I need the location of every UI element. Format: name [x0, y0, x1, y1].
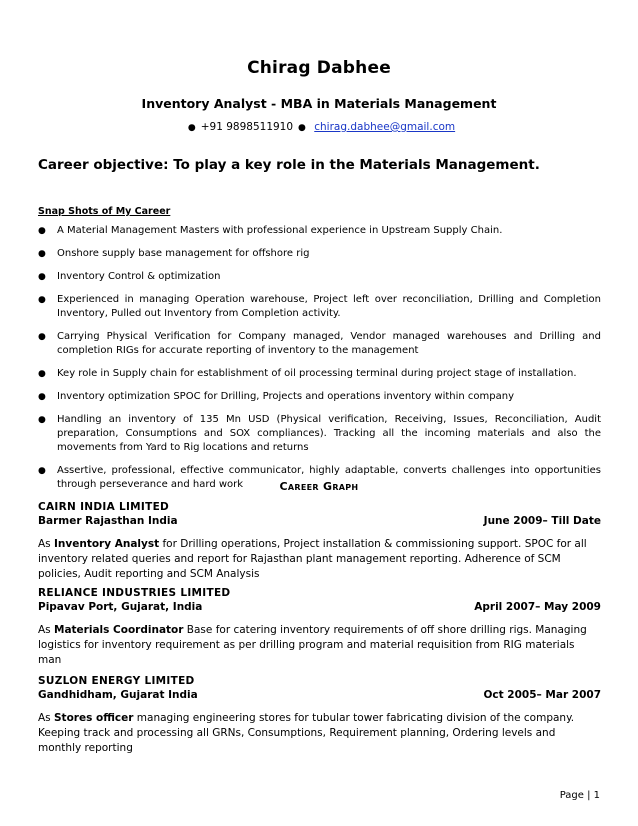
list-item: ● Inventory Control & optimization [38, 271, 221, 282]
bullet-icon: ● [38, 249, 46, 259]
candidate-name: Chirag Dabhee [247, 58, 391, 78]
bullet-icon: ● [187, 123, 196, 133]
bullet-icon: ● [38, 392, 46, 402]
job-dates: April 2007– May 2009 [474, 601, 601, 613]
bullet-icon: ● [38, 415, 46, 425]
job-entry [38, 500, 601, 582]
job-description: As Stores officer managing engineering stores for tubular tower fabricating division of the company. Keeping track and processing all GRNs, Consumptions, Requirement planning, Ordering levels and monthly reporting [38, 712, 575, 754]
career-objective: Career objective: To play a key role in the Materials Management. [38, 157, 540, 173]
job-location-row [38, 600, 601, 614]
list-item: ● Key role in Supply chain for establishment of oil processing terminal during project stage of installation. [38, 368, 577, 379]
email-link[interactable]: chirag.dabhee@gmail.com [314, 121, 456, 133]
list-item: ● Experienced in managing Operation warehouse, Project left over reconciliation, Drilling and Completion Inventory, Pulled out Inventory from Completion activity. [38, 294, 601, 319]
job-role: Inventory Analyst [54, 538, 160, 550]
bullet-icon: ● [38, 226, 46, 236]
job-location-row [38, 514, 601, 528]
page-number: Page | 1 [559, 790, 600, 801]
job-description: As Inventory Analyst for Drilling operations, Project installation & commissioning support. SPOC for all inventory related queries and report for Rajasthan plant management reporting. Adherence of SCM policies, Audit reporting and SCM Analysis [38, 538, 587, 580]
job-entry [38, 586, 601, 668]
bullet-icon: ● [38, 466, 46, 476]
list-item: ● Handling an inventory of 135 Mn USD (Physical verification, Receiving, Issues, Reconciliation, Audit preparation, Consumptions and SOX compliances). Tracking all the incoming materials and also the movements from Yard to Rig locations and returns [38, 414, 601, 453]
company-name: CAIRN INDIA LIMITED [38, 501, 170, 513]
job-description: As Materials Coordinator Base for catering inventory requirements of off shore drilling rigs. Managing logistics for inventory requirement as per drilling program and material requisition from RIG materials man [38, 624, 587, 666]
job-location: Gandhidham, Gujarat India [38, 689, 198, 701]
job-entry [38, 674, 601, 756]
bullet-icon: ● [298, 123, 306, 133]
candidate-subtitle: Inventory Analyst - MBA in Materials Management [141, 96, 497, 111]
job-location: Barmer Rajasthan India [38, 515, 178, 527]
snapshots-heading: Snap Shots of My Career [38, 206, 171, 217]
list-item: ● Onshore supply base management for offshore rig [38, 248, 310, 259]
bullet-icon: ● [38, 295, 46, 305]
bullet-icon: ● [38, 272, 46, 282]
job-role: Materials Coordinator [54, 624, 184, 636]
list-item: ● Carrying Physical Verification for Company managed, Vendor managed warehouses and Drilling and completion RIGs for accurate reporting of inventory to the management [38, 331, 601, 356]
bullet-icon: ● [38, 369, 46, 379]
list-item: ● Assertive, professional, effective communicator, highly adaptable, converts challenges into opportunities through perseverance and hard work [38, 465, 601, 490]
company-name: SUZLON ENERGY LIMITED [38, 675, 195, 687]
bullet-icon: ● [38, 332, 46, 342]
job-role: Stores officer [54, 712, 134, 724]
list-item: ● Inventory optimization SPOC for Drilling, Projects and operations inventory within company [38, 391, 515, 402]
list-item: ● A Material Management Masters with professional experience in Upstream Supply Chain. [38, 225, 503, 236]
phone-number: +91 9898511910 [200, 121, 294, 133]
company-name: RELIANCE INDUSTRIES LIMITED [38, 587, 231, 599]
snapshots-list [38, 224, 601, 501]
contact-line [0, 121, 638, 133]
job-dates: June 2009– Till Date [483, 515, 601, 527]
job-location: Pipavav Port, Gujarat, India [38, 601, 203, 613]
job-location-row [38, 688, 601, 702]
job-dates: Oct 2005– Mar 2007 [483, 689, 601, 701]
career-graph-heading: Career Graph [279, 480, 359, 493]
